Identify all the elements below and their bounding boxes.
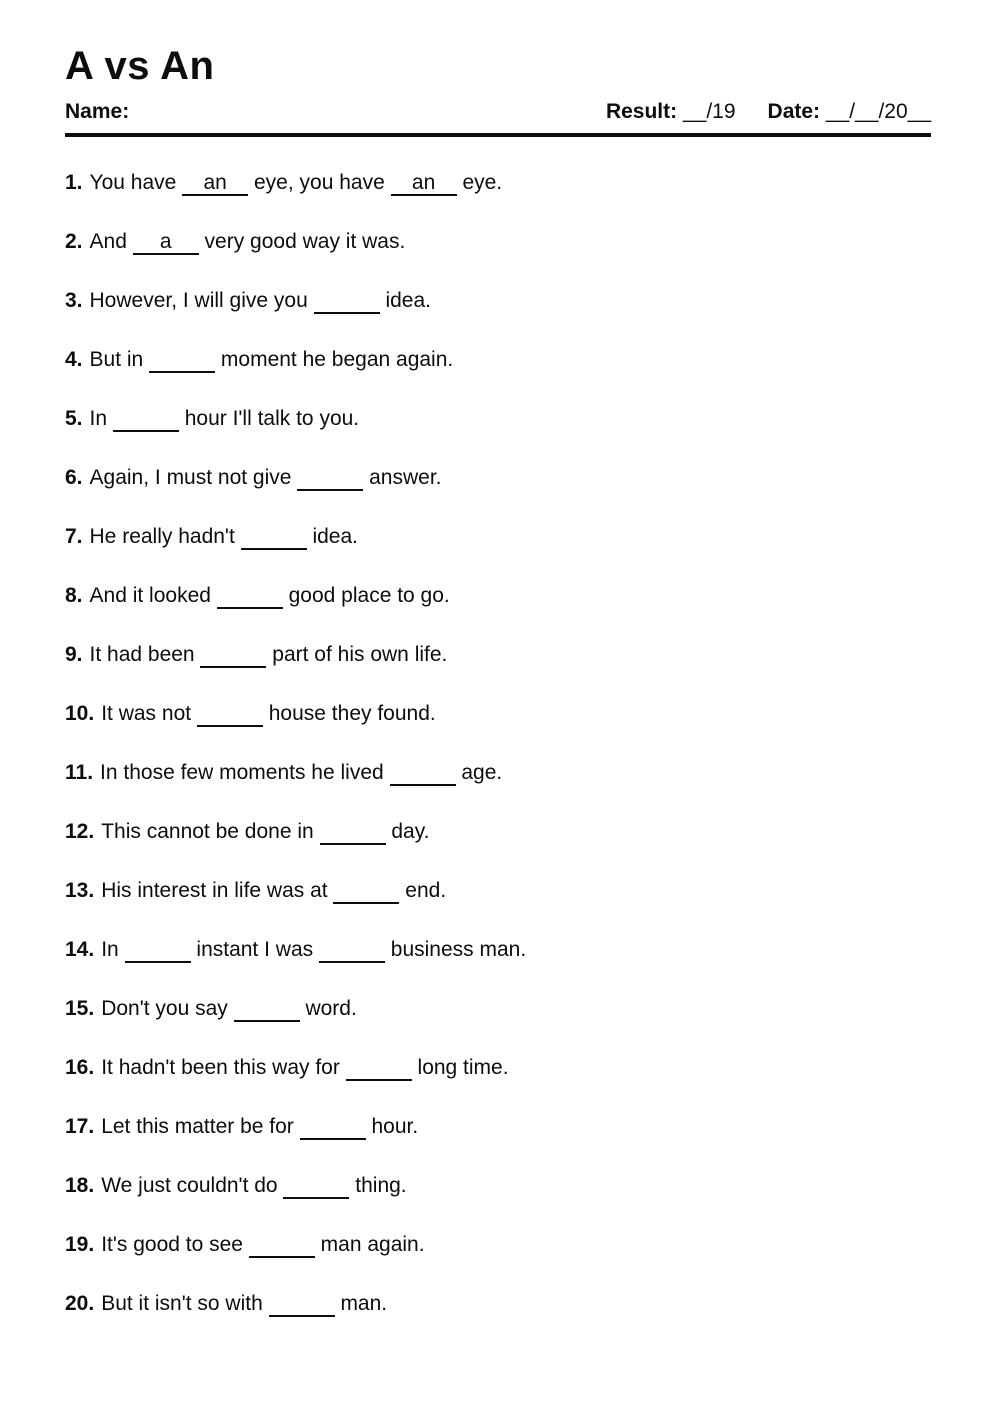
sentence-text: good place to go. (282, 584, 450, 607)
item-number: 19. (65, 1233, 95, 1256)
exercise-item (65, 584, 931, 609)
sentence-text: Don't you say (101, 997, 234, 1020)
sentence-text: But in (89, 348, 150, 371)
page-title: A vs An (65, 44, 215, 88)
item-number: 20. (65, 1292, 95, 1315)
sentence-text: His interest in life was at (101, 879, 334, 902)
answer-blank[interactable] (217, 584, 283, 609)
exercise-item (65, 171, 931, 196)
sentence-text: word. (299, 997, 357, 1020)
sentence-text: day. (385, 820, 430, 843)
exercise-item (65, 761, 931, 786)
sentence-text: It's good to see (101, 1233, 249, 1256)
item-number: 12. (65, 820, 95, 843)
sentence-text: man again. (314, 1233, 425, 1256)
sentence-text: hour. (365, 1115, 419, 1138)
sentence-text: very good way it was. (198, 230, 406, 253)
sentence-text: And it looked (89, 584, 217, 607)
date-field (768, 100, 931, 124)
answer-blank[interactable]: an (182, 171, 248, 196)
item-number: 15. (65, 997, 95, 1020)
answer-blank[interactable] (113, 407, 179, 432)
sentence-text: idea. (306, 525, 358, 548)
item-number: 10. (65, 702, 95, 725)
exercise-item (65, 879, 931, 904)
exercise-item (65, 938, 931, 963)
sentence-text: In (89, 407, 113, 430)
item-number: 17. (65, 1115, 95, 1138)
result-field (606, 100, 736, 124)
item-number: 14. (65, 938, 95, 961)
exercise-item (65, 1056, 931, 1081)
result-label: Result: (605, 100, 678, 123)
answer-blank[interactable] (333, 879, 399, 904)
exercise-item (65, 997, 931, 1022)
answer-blank[interactable] (197, 702, 263, 727)
exercise-item (65, 230, 931, 255)
answer-blank[interactable] (241, 525, 307, 550)
item-number: 4. (65, 348, 83, 371)
worksheet-header (65, 100, 931, 124)
item-number: 16. (65, 1056, 95, 1079)
item-number: 8. (65, 584, 83, 607)
sentence-text: This cannot be done in (101, 820, 320, 843)
exercise-item (65, 525, 931, 550)
exercise-item (65, 1115, 931, 1140)
exercise-item (65, 1292, 931, 1317)
answer-blank[interactable] (320, 820, 386, 845)
exercise-item (65, 1233, 931, 1258)
answer-blank[interactable] (234, 997, 300, 1022)
date-label: Date: (767, 100, 821, 123)
sentence-text: answer. (363, 466, 442, 489)
exercise-item (65, 466, 931, 491)
answer-blank[interactable] (125, 938, 191, 963)
sentence-text: We just couldn't do (101, 1174, 284, 1197)
item-number: 5. (65, 407, 83, 430)
sentence-text: idea. (379, 289, 431, 312)
exercise-item (65, 289, 931, 314)
header-divider (65, 133, 931, 137)
answer-blank[interactable] (249, 1233, 315, 1258)
sentence-text: You have (89, 171, 183, 194)
sentence-text: man. (334, 1292, 388, 1315)
sentence-text: Let this matter be for (101, 1115, 300, 1138)
header-right-group (606, 100, 931, 124)
item-number: 11. (65, 761, 94, 784)
sentence-text: age. (455, 761, 503, 784)
sentence-text: hour I'll talk to you. (178, 407, 360, 430)
sentence-text: And (89, 230, 133, 253)
exercise-item (65, 407, 931, 432)
exercise-item (65, 702, 931, 727)
item-number: 3. (65, 289, 83, 312)
exercise-item (65, 1174, 931, 1199)
sentence-text: thing. (349, 1174, 407, 1197)
answer-blank[interactable] (300, 1115, 366, 1140)
answer-blank[interactable] (269, 1292, 335, 1317)
sentence-text: In those few moments he lived (100, 761, 390, 784)
date-blank[interactable]: __/__/20__ (825, 100, 931, 123)
answer-blank[interactable] (149, 348, 215, 373)
answer-blank[interactable]: a (133, 230, 199, 255)
item-number: 18. (65, 1174, 95, 1197)
item-number: 13. (65, 879, 95, 902)
name-label: Name: (65, 100, 130, 123)
answer-blank[interactable] (200, 643, 266, 668)
item-number: 2. (65, 230, 83, 253)
item-number: 7. (65, 525, 83, 548)
sentence-text: However, I will give you (89, 289, 314, 312)
sentence-text: eye. (456, 171, 503, 194)
sentence-text: Again, I must not give (89, 466, 298, 489)
sentence-text: He really hadn't (89, 525, 241, 548)
sentence-text: end. (399, 879, 447, 902)
sentence-text: It had been (89, 643, 201, 666)
answer-blank[interactable] (297, 466, 363, 491)
answer-blank[interactable] (346, 1056, 412, 1081)
sentence-text: It was not (101, 702, 197, 725)
sentence-text: But it isn't so with (101, 1292, 269, 1315)
item-number: 9. (65, 643, 83, 666)
answer-blank[interactable] (390, 761, 456, 786)
sentence-text: house they found. (262, 702, 436, 725)
answer-blank[interactable]: an (391, 171, 457, 196)
sentence-text: part of his own life. (266, 643, 448, 666)
item-number: 1. (65, 171, 83, 194)
answer-blank[interactable] (319, 938, 385, 963)
exercise-item (65, 348, 931, 373)
sentence-text: It hadn't been this way for (101, 1056, 346, 1079)
exercise-item (65, 643, 931, 668)
exercise-list (65, 171, 931, 1317)
answer-blank[interactable] (283, 1174, 349, 1199)
sentence-text: In (101, 938, 125, 961)
sentence-text: eye, you have (248, 171, 391, 194)
exercise-item (65, 820, 931, 845)
sentence-text: long time. (411, 1056, 509, 1079)
sentence-text: instant I was (190, 938, 319, 961)
item-number: 6. (65, 466, 83, 489)
sentence-text: business man. (384, 938, 527, 961)
answer-blank[interactable] (314, 289, 380, 314)
sentence-text: moment he began again. (215, 348, 454, 371)
result-blank[interactable]: __/19 (682, 100, 736, 123)
